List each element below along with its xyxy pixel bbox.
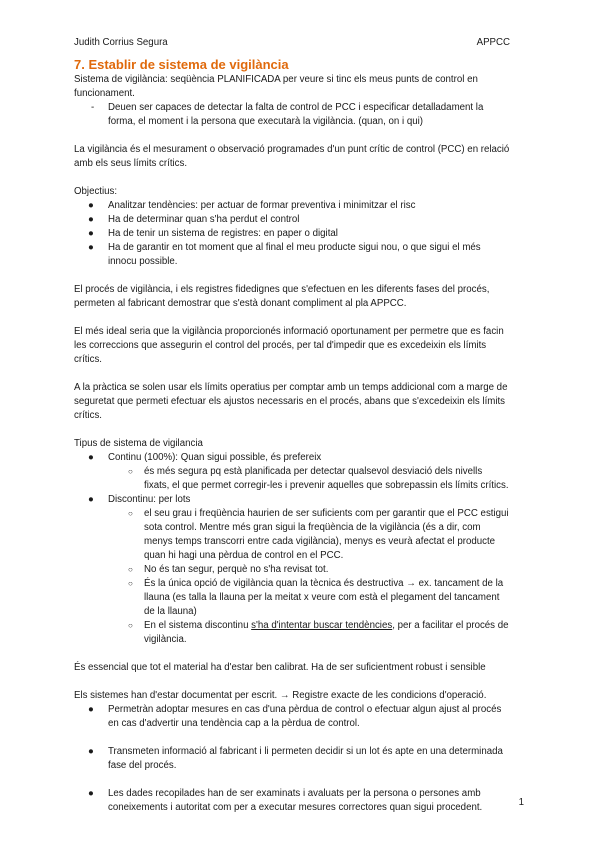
- list-item: ● Permetràn adoptar mesures en cas d'una pèrdua de control o efectuar algun ajust al procés en cas d'advertir una tendència cap a la pèrdua de control.: [88, 704, 502, 729]
- paragraph-registres: El procés de vigilància, i els registres fidedignes que s'efectuen en les diferents fases del procés, permeten al fabricant demostrar que s'està donant compliment al pla APPCC.: [74, 284, 490, 309]
- list-item: ● Ha de tenir un sistema de registres: en paper o digital: [88, 228, 338, 239]
- list-item: ○ el seu grau i freqüència haurien de ser suficients com per garantir que el PCC estigui sota control. Mentre més gran sigui la freqüència de la vigilància (és a dir, com menys temps transcorri entre cada vigilància), menys es veurà afectat el producte quan hi hagi una pèrdua de control en el PCC.: [128, 508, 509, 561]
- bullet-icon: ●: [88, 746, 94, 757]
- list-item-continu: ● Continu (100%): Quan sigui possible, és prefereix: [88, 452, 322, 463]
- documented-list-3: [74, 787, 510, 815]
- paragraph-ideal: El més ideal seria que la vigilància proporcionés informació oportunament per permetre que es facin les correccions que assegurin el control del procés, per tal d'impedir que es excedeixin els límits crítics.: [74, 326, 504, 365]
- page-header: [74, 36, 510, 50]
- document-body: [74, 56, 510, 815]
- list-item-discontinu: ● Discontinu: per lots: [88, 494, 191, 505]
- circle-bullet-icon: ○: [128, 621, 133, 630]
- definition-text: Sistema de vigilància: seqüència PLANIFICADA per veure si tinc els meus punts de control en funcionament.: [74, 74, 478, 99]
- list-item: ● Les dades recopilades han de ser examinats i avaluats per la persona o persones amb coneixements i autoritat com per a executar mesures correctores quan sigui procedent.: [88, 788, 483, 813]
- author-name: Judith Corrius Segura: [74, 37, 168, 48]
- circle-bullet-icon: ○: [128, 579, 133, 588]
- bullet-icon: ●: [88, 228, 94, 239]
- underlined-text: s'ha d'intentar buscar tendències: [251, 620, 393, 631]
- objectives-list: [74, 199, 510, 269]
- bullet-icon: ●: [88, 704, 94, 715]
- list-item: ● Transmeten informació al fabricant i li permeten decidir si un lot és apte en una determinada fase del procés.: [88, 746, 503, 771]
- list-item: ● Ha de determinar quan s'ha perdut el control: [88, 214, 300, 225]
- list-item: ○ És la única opció de vigilància quan la tècnica és destructiva → ex. tancament de la llauna (es talla la llauna per la meitat x veure com està el plegament del tancament de la llauna): [128, 578, 504, 617]
- paragraph-calibrat: És essencial que tot el material ha d'estar ben calibrat. Ha de ser suficientment robust i sensible: [74, 662, 486, 673]
- discontinu-sublist: [74, 507, 510, 647]
- circle-bullet-icon: ○: [128, 467, 133, 476]
- bullet-icon: ●: [88, 242, 94, 253]
- list-item: ● Ha de garantir en tot moment que al final el meu producte sigui nou, o que sigui el més innocu possible.: [88, 242, 481, 267]
- documented-list-2: [74, 745, 510, 773]
- bullet-icon: ●: [88, 788, 94, 799]
- section-title: 7. Establir de sistema de vigilància: [74, 57, 289, 72]
- types-list-2: [74, 493, 510, 507]
- list-item: ○ En el sistema discontinu s'ha d'intentar buscar tendències, per a facilitar el procés de vigilància.: [128, 620, 509, 645]
- circle-bullet-icon: ○: [128, 509, 133, 518]
- bullet-icon: ●: [88, 214, 94, 225]
- objectives-label: Objectius:: [74, 186, 118, 197]
- types-list: [74, 451, 510, 465]
- paragraph-practica: A la pràctica se solen usar els límits operatius per comptar amb un temps addicional com a marge de seguretat que permeti efectuar els ajustos necessaris en el procés, abans que s'excedeixin els límits crítics.: [74, 382, 508, 421]
- paragraph-documentat: Els sistemes han d'estar documentat per escrit. → Registre exacte de les condicions d'operació.: [74, 690, 487, 701]
- list-item: - Deuen ser capaces de detectar la falta de control de PCC i especificar detalladament la forma, el moment i la persona que executarà la vigilància. (quan, on i qui): [91, 102, 484, 127]
- definition-sublist: [74, 101, 510, 129]
- list-item: ○ és més segura pq està planificada per detectar qualsevol desviació dels nivells fixats, el que permet corregir-les i prevenir aquelles que sobrepassin els límits crítics.: [128, 466, 509, 491]
- circle-bullet-icon: ○: [128, 565, 133, 574]
- bullet-icon: ●: [88, 200, 94, 211]
- dash-marker: -: [91, 102, 95, 113]
- subject-name: APPCC: [476, 37, 510, 48]
- types-label: Tipus de sistema de vigilancia: [74, 438, 203, 449]
- page-number: 1: [518, 797, 524, 808]
- bullet-icon: ●: [88, 494, 94, 505]
- paragraph-vigilancia: La vigilància és el mesurament o observació programades d'un punt crític de control (PCC) en relació amb els seus límits crítics.: [74, 144, 510, 169]
- bullet-icon: ●: [88, 452, 94, 463]
- documented-list: [74, 703, 510, 731]
- continu-sublist: [74, 465, 510, 493]
- list-item: ● Analitzar tendències: per actuar de formar preventiva i minimitzar el risc: [88, 200, 416, 211]
- list-item: ○ No és tan segur, perquè no s'ha revisat tot.: [128, 564, 329, 575]
